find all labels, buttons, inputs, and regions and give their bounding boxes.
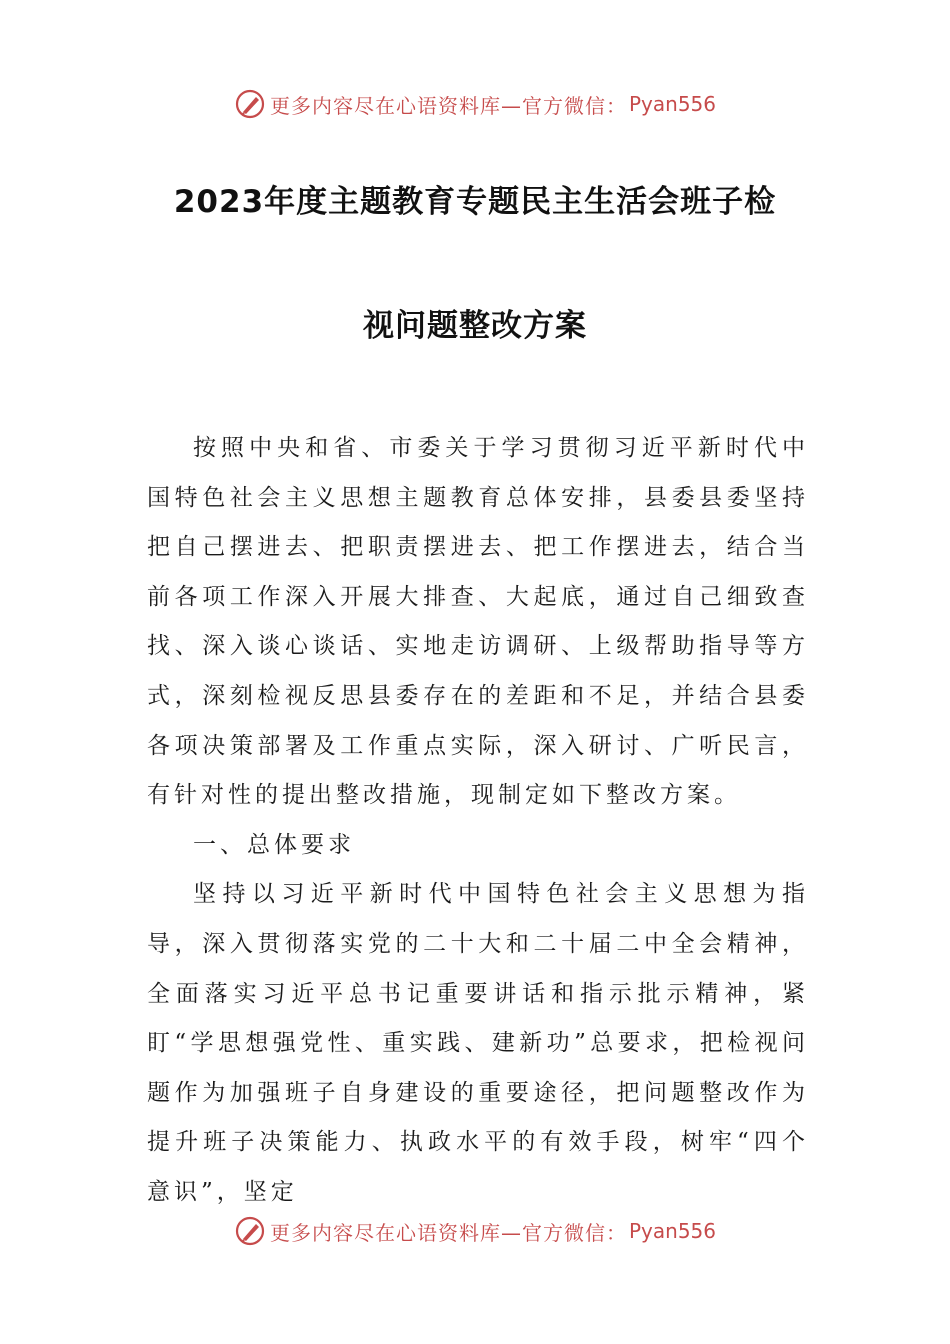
document-body [147, 424, 809, 1218]
intro-paragraph: 按照中央和省、市委关于学习贯彻习近平新时代中国特色社会主义思想主题教育总体安排，县委县委坚持把自己摆进去、把职责摆进去、把工作摆进去，结合当前各项工作深入开展大排查、大起底，通过自己细致查找、深入谈心谈话、实地走访调研、上级帮助指导等方式，深刻检视反思县委存在的差距和不足，并结合县委各项决策部署及工作重点实际，深入研讨、广听民言，有针对性的提出整改措施，现制定如下整改方案。 [147, 435, 809, 809]
watermark-text: 更多内容尽在心语资料库—官方微信： [269, 93, 627, 118]
document-title-line2: 视问题整改方案 [363, 308, 587, 344]
watermark-header [0, 84, 950, 124]
watermark-wechat-id: Pyan556 [628, 92, 716, 116]
document-title-line1: 2023年度主题教育专题民主生活会班子检 [173, 184, 777, 220]
watermark-wechat-id: Pyan556 [628, 1219, 716, 1243]
pen-logo-icon [234, 1215, 266, 1247]
requirements-paragraph: 坚持以习近平新时代中国特色社会主义思想为指导，深入贯彻落实党的二十大和二十届二中全会精神，全面落实习近平总书记重要讲话和指示批示精神，紧盯“学思想强党性、重实践、建新功”总要求，把检视问题作为加强班子自身建设的重要途径，把问题整改作为提升班子决策能力、执政水平的有效手段，树牢“四个意识”，坚定 [147, 881, 809, 1205]
watermark-text: 更多内容尽在心语资料库—官方微信： [269, 1220, 627, 1245]
watermark-footer [0, 1211, 950, 1251]
pen-logo-icon [234, 88, 266, 120]
section-heading: 一、总体要求 [193, 831, 355, 858]
